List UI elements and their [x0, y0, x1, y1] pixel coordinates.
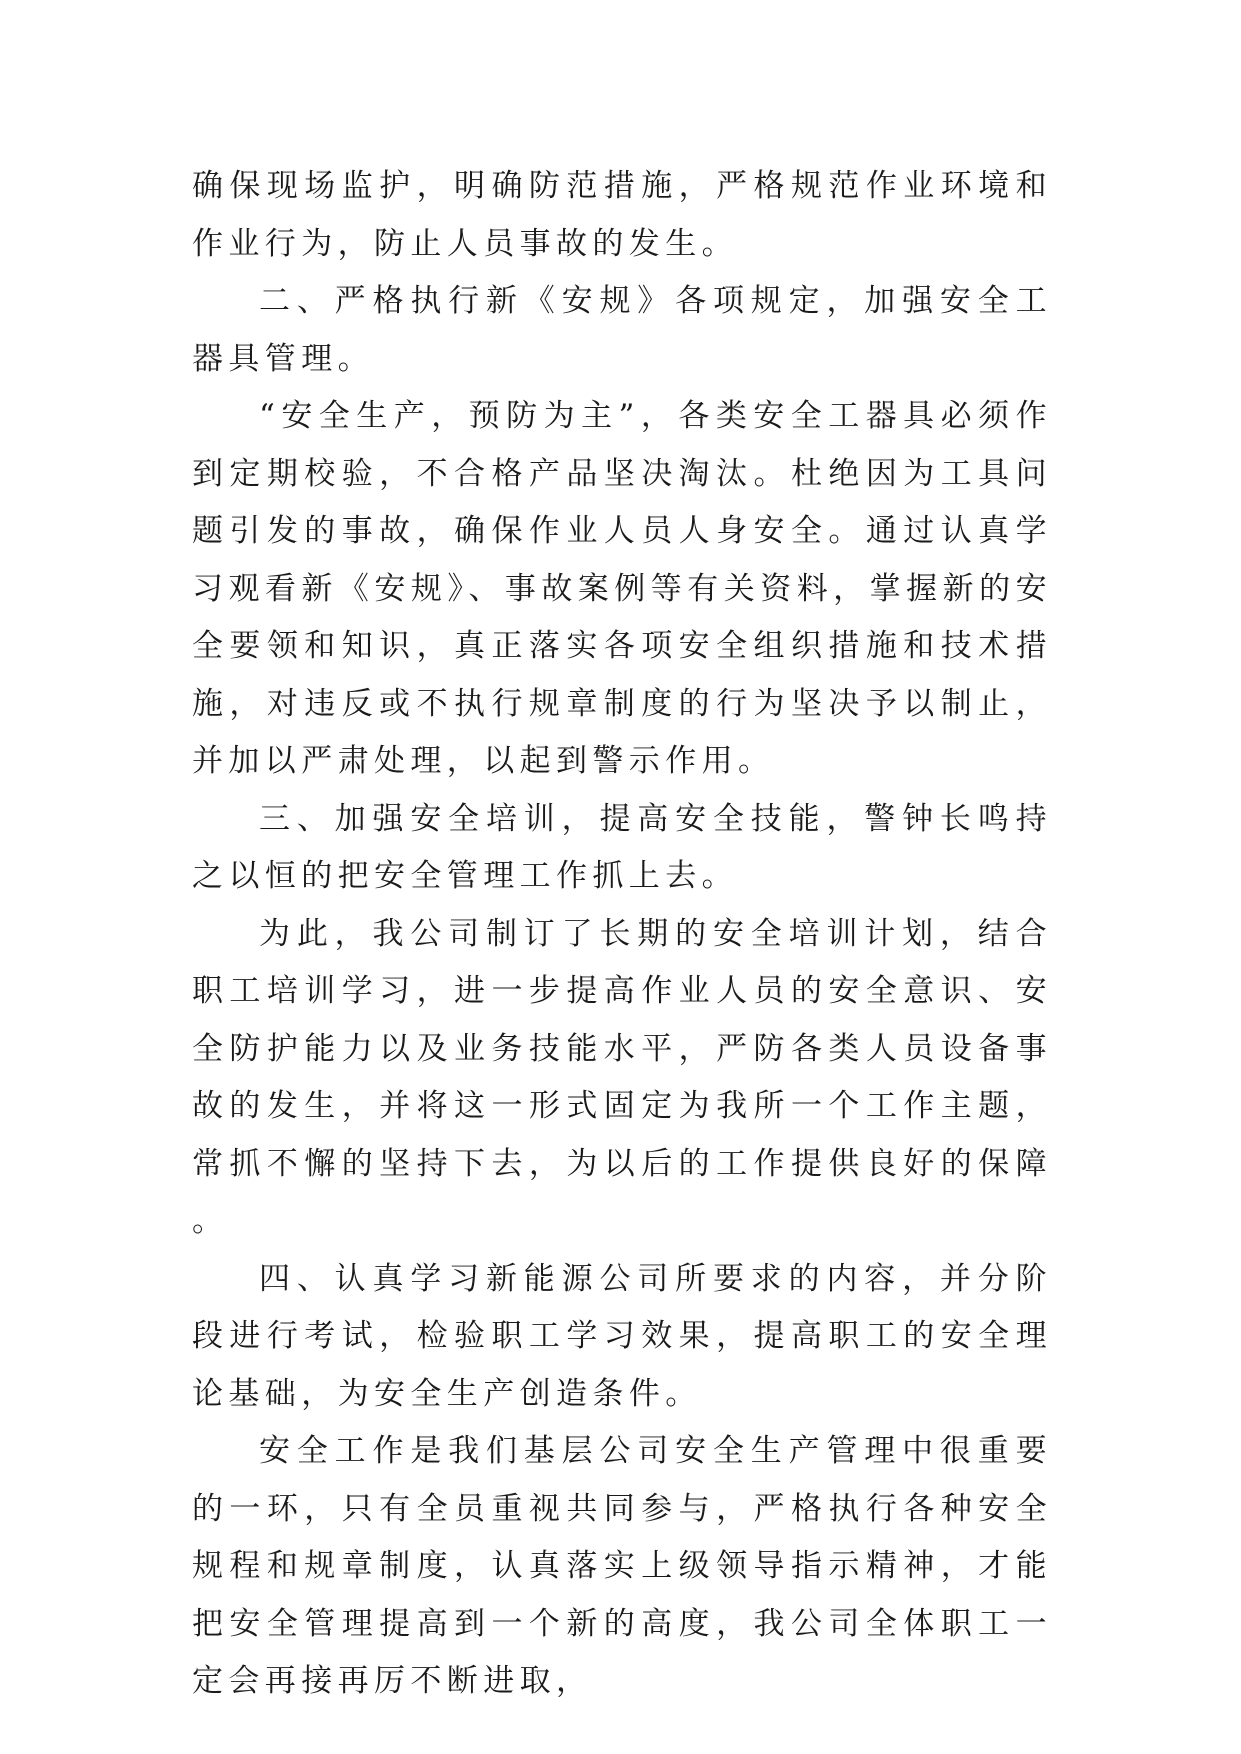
- paragraph-safety-tools: “安全生产，预防为主”，各类安全工器具必须作到定期校验，不合格产品坚决淘汰。杜绝因为工具问题引发的事故，确保作业人员人身安全。通过认真学习观看新《安规》、事故案例等有关资料，掌握新的安全要领和知识，真正落实各项安全组织措施和技术措施，对违反或不执行规章制度的行为坚决予以制止，并加以严肃处理，以起到警示作用。: [192, 398, 1052, 779]
- document-body: [192, 158, 1052, 1711]
- paragraph-continuation: 确保现场监护，明确防范措施，严格规范作业环境和作业行为，防止人员事故的发生。: [192, 168, 1052, 262]
- paragraph-training-plan: 为此，我公司制订了长期的安全培训计划，结合职工培训学习，进一步提高作业人员的安全意识、安全防护能力以及业务技能水平，严防各类人员设备事故的发生，并将这一形式固定为我所一个工作主题，常抓不懈的坚持下去，为以后的工作提供良好的保障。: [192, 915, 1052, 1239]
- section-heading-3: 三、加强安全培训，提高安全技能，警钟长鸣持之以恒的把安全管理工作抓上去。: [192, 800, 1052, 894]
- section-heading-2: 二、严格执行新《安规》各项规定，加强安全工器具管理。: [192, 283, 1052, 377]
- section-heading-4: 四、认真学习新能源公司所要求的内容，并分阶段进行考试，检验职工学习效果，提高职工的安全理论基础，为安全生产创造条件。: [192, 1260, 1052, 1412]
- paragraph-conclusion: 安全工作是我们基层公司安全生产管理中很重要的一环，只有全员重视共同参与，严格执行各种安全规程和规章制度，认真落实上级领导指示精神，才能把安全管理提高到一个新的高度，我公司全体职工一定会再接再厉不断进取，: [192, 1433, 1052, 1699]
